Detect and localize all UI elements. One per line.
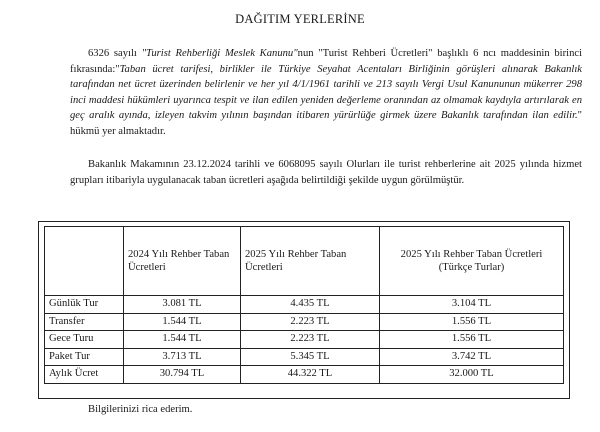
- quoted-provision: Taban ücret tarifesi, birlikler ile Türkiye Seyahat Acentaları Birliğinin görüşleri alınarak Bakanlık tarafından net ücret üzerinden belirlenir ve her yıl 4/1/1961 tarihli ve 213 sayılı Vergi Usul Kanununun mükerrer 298 inci maddesi hükümleri uyarınca tespit ve ilan edilen yeniden değerleme oranından az olmamak kaydıyla artırılarak en geç aralık ayında, izleyen takvim yılının başından itibaren yürürlüğe girmek üzere Bakanlık tarafından ilan edilir.: [70, 63, 582, 122]
- cell-2025: 2.223 TL: [241, 331, 380, 349]
- row-label: Transfer: [45, 313, 124, 331]
- law-name: "Turist Rehberliği Meslek Kanunu": [141, 48, 298, 59]
- cell-2025-turkish: 3.742 TL: [380, 348, 564, 366]
- header-cell-2024: 2024 Yılı Rehber Taban Ücretleri: [124, 227, 241, 296]
- cell-2025: 2.223 TL: [241, 313, 380, 331]
- fee-table: [44, 226, 564, 384]
- paragraph-outro: " hükmü yer almaktadır.: [70, 110, 582, 137]
- cell-2025: 44.322 TL: [241, 366, 380, 384]
- cell-2025-turkish: 32.000 TL: [380, 366, 564, 384]
- document-heading: DAĞITIM YERLERİNE: [235, 12, 365, 26]
- paragraph-approval: [70, 157, 582, 188]
- header-cell-empty: [45, 227, 124, 296]
- row-label: Gece Turu: [45, 331, 124, 349]
- header-cell-2025-turkish: 2025 Yılı Rehber Taban Ücretleri (Türkçe Turlar): [380, 227, 564, 296]
- cell-2024: 30.794 TL: [124, 366, 241, 384]
- table-row: [45, 348, 564, 366]
- paragraph-mid: nun "Turist Rehberi Ücretleri" başlıklı 6 ncı maddesinin birinci fıkrasında:": [70, 48, 583, 75]
- row-label: Aylık Ücret: [45, 366, 124, 384]
- cell-2024: 1.544 TL: [124, 313, 241, 331]
- paragraph-law-quote: [70, 46, 582, 140]
- row-label: Günlük Tur: [45, 296, 124, 314]
- cell-2025: 5.345 TL: [241, 348, 380, 366]
- closing-line: Bilgilerinizi rica ederim.: [88, 404, 193, 415]
- cell-2024: 1.544 TL: [124, 331, 241, 349]
- cell-2024: 3.081 TL: [124, 296, 241, 314]
- header-cell-2025: 2025 Yılı Rehber Taban Ücretleri: [241, 227, 380, 296]
- cell-2025-turkish: 3.104 TL: [380, 296, 564, 314]
- cell-2025-turkish: 1.556 TL: [380, 313, 564, 331]
- table-row: [45, 331, 564, 349]
- cell-2025-turkish: 1.556 TL: [380, 331, 564, 349]
- cell-2025: 4.435 TL: [241, 296, 380, 314]
- paragraph-approval-text: Bakanlık Makamının 23.12.2024 tarihli ve 6068095 sayılı Olurları ile turist rehberlerine ait 2025 yılında hizmet grupları itibariyla uygulanacak taban ücretleri aşağıda belirtildiği şekilde uygun görülmüştür.: [70, 159, 582, 186]
- table-header-row: [45, 227, 564, 296]
- row-label: Paket Tur: [45, 348, 124, 366]
- cell-2024: 3.713 TL: [124, 348, 241, 366]
- table-row: [45, 296, 564, 314]
- paragraph-intro: 6326 sayılı: [88, 48, 142, 59]
- table-row: [45, 313, 564, 331]
- table-row: [45, 366, 564, 384]
